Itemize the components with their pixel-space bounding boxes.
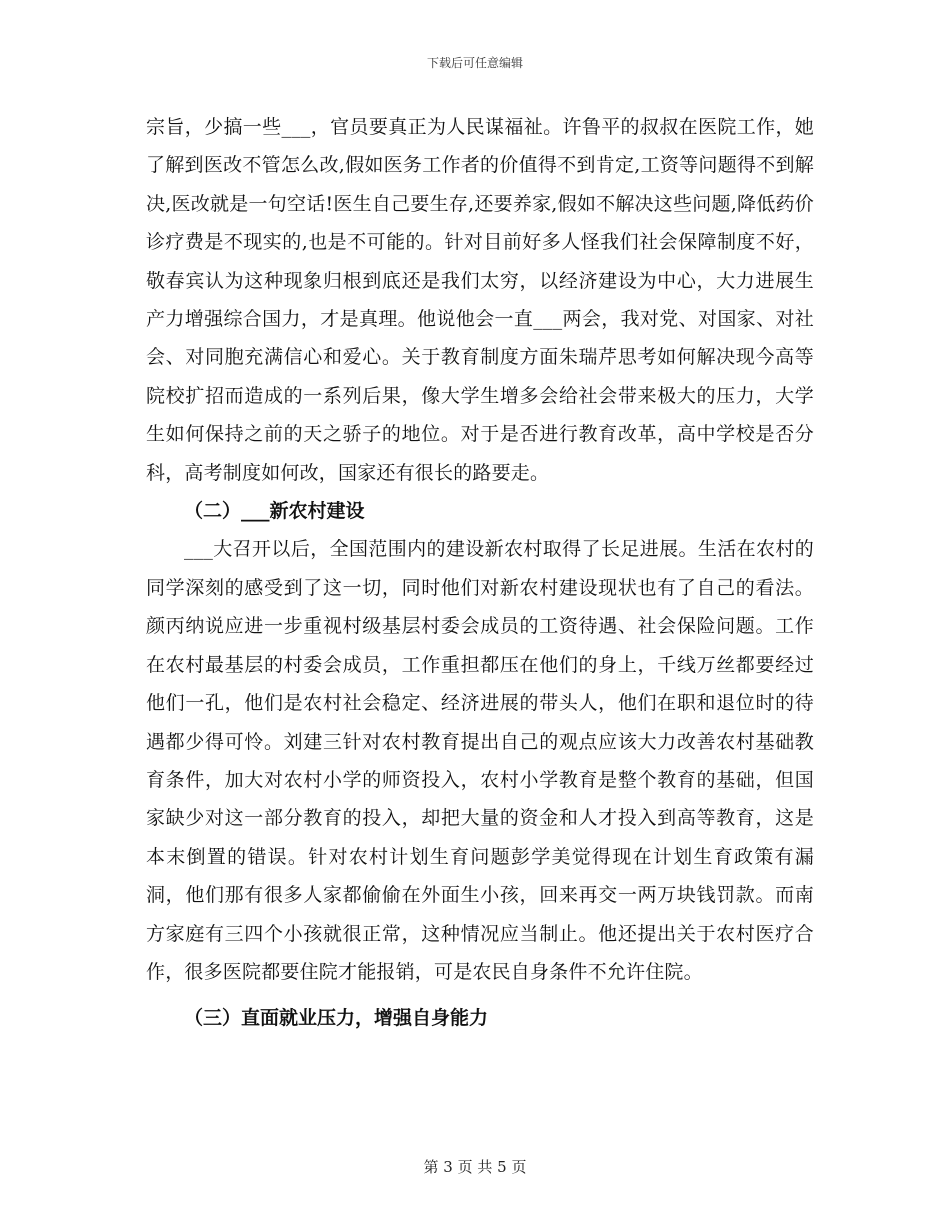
page-header-note: 下载后可任意编辑	[426, 56, 523, 70]
body-paragraph: 宗旨，少搞一些___，官员要真正为人民谋福祉。许鲁平的叔叔在医院工作，她了解到医改不管怎么改,假如医务工作者的价值得不到肯定,工资等问题得不到解决,医改就是一句空话!医生自己要生存,还要养家,假如不解决这些问题,降低药价诊疗费是不现实的,也是不可能的。针对目前好多人怪我们社会保障制度不好，敬春宾认为这种现象归根到底还是我们太穷，以经济建设为中心，大力进展生产力增强综合国力，才是真理。他说他会一直___两会，我对党、对国家、对社会、对同胞充满信心和爱心。关于教育制度方面朱瑞芹思考如何解决现今高等院校扩招而造成的一系列后果，像大学生增多会给社会带来极大的压力，大学生如何保持之前的天之骄子的地位。对于是否进行教育改革，高中学校是否分科，高考制度如何改，国家还有很长的路要走。	[146, 116, 814, 484]
body-paragraph: ___大召开以后，全国范围内的建设新农村取得了长足进展。生活在农村的同学深刻的感受到了这一切，同时他们对新农村建设现状也有了自己的看法。颜丙纳说应进一步重视村级基层村委会成员的工资待遇、社会保险问题。工作在农村最基层的村委会成员，工作重担都压在他们的身上，千线万丝都要经过他们一孔，他们是农村社会稳定、经济进展的带头人，他们在职和退位时的待遇都少得可怜。刘建三针对农村教育提出自己的观点应该大力改善农村基础教育条件，加大对农村小学的师资投入，农村小学教育是整个教育的基础，但国家缺少对这一部分教育的投入，却把大量的资金和人才投入到高等教育，这是本末倒置的错误。针对农村计划生育问题彭学美觉得现在计划生育政策有漏洞，他们那有很多人家都偷偷在外面生小孩，回来再交一两万块钱罚款。而南方家庭有三四个小孩就很正常，这种情况应当制止。他还提出关于农村医疗合作，很多医院都要住院才能报销，可是农民自身条件不允许住院。	[146, 538, 814, 983]
page-number-footer: 第 3 页 共 5 页	[423, 1158, 527, 1176]
document-body	[146, 108, 814, 1038]
section-heading: （三）直面就业压力，增强自身能力	[184, 1007, 489, 1030]
section-heading: （二）___新农村建设	[184, 500, 365, 523]
